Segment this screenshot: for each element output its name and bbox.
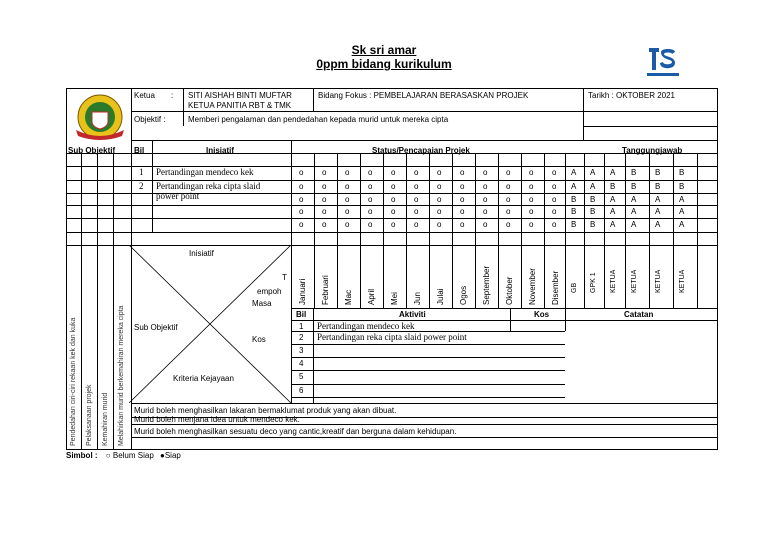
grid-line <box>81 153 82 450</box>
resp-cell: B <box>590 195 596 204</box>
status-cell: o <box>552 182 557 191</box>
month-label: Februari <box>321 275 330 305</box>
resp-cell: A <box>610 195 616 204</box>
activity-text: Pertandingan reka cipta slaid power point <box>317 332 467 342</box>
bidang-fokus: Bidang Fokus : PEMBELAJARAN BERASASKAN PROJEK <box>318 91 529 100</box>
status-head: Status/Pencapaian Projek <box>372 146 470 155</box>
resp-head: KETUA <box>679 269 686 293</box>
status-cell: o <box>391 168 396 177</box>
resp-cell: A <box>610 207 616 216</box>
status-cell: o <box>506 195 511 204</box>
status-cell: o <box>437 207 442 216</box>
inisiatif-head: Inisiatif <box>206 146 235 155</box>
status-cell: o <box>506 207 511 216</box>
grid-line <box>291 397 565 398</box>
status-cell: o <box>345 195 350 204</box>
status-cell: o <box>345 220 350 229</box>
status-cell: o <box>299 182 304 191</box>
grid-line <box>131 403 718 404</box>
bil-head: Bil <box>134 146 145 155</box>
status-cell: o <box>368 207 373 216</box>
month-label: Disember <box>551 270 560 305</box>
colon: : <box>171 91 174 100</box>
grid-line <box>360 153 361 308</box>
status-cell: o <box>552 168 557 177</box>
grid-line <box>97 153 98 450</box>
diagram-tempoh-t: T <box>282 273 287 282</box>
grid-line <box>113 153 114 450</box>
tarikh: Tarikh : OKTOBER 2021 <box>588 91 675 100</box>
ketua-name: SITI AISHAH BINTI MUFTAR <box>188 91 292 100</box>
criteria-text: Murid boleh menghasilkan sesuatu deco yang cantic,kreatif dan berguna dalam kehidupan. <box>134 427 457 436</box>
status-cell: o <box>414 220 419 229</box>
status-cell: o <box>529 220 534 229</box>
sub-objektif-head: Sub Objektif <box>68 146 116 155</box>
activity-bil: 2 <box>299 333 304 342</box>
status-cell: o <box>345 207 350 216</box>
ppm-logo <box>645 44 681 80</box>
status-cell: o <box>506 220 511 229</box>
status-cell: o <box>368 195 373 204</box>
grid-line <box>521 153 522 308</box>
resp-cell: A <box>590 182 596 191</box>
objektif-text: Memberi pengalaman dan pendedahan kepada murid untuk mereka cipta <box>188 115 449 124</box>
activity-kos-head: Kos <box>534 310 550 319</box>
month-label: Oktober <box>505 276 514 305</box>
diagram-tempoh: empoh <box>257 287 282 296</box>
diagram-kriteria: Kriteria Kejayaan <box>173 374 234 383</box>
resp-cell: A <box>631 220 637 229</box>
grid-line <box>565 308 566 331</box>
status-cell: o <box>529 195 534 204</box>
status-cell: o <box>483 182 488 191</box>
status-cell: o <box>552 220 557 229</box>
month-label: September <box>482 265 491 305</box>
status-cell: o <box>368 168 373 177</box>
status-cell: o <box>437 195 442 204</box>
resp-cell: A <box>590 168 596 177</box>
resp-cell: B <box>631 168 637 177</box>
resp-head: GPK 1 <box>590 272 597 293</box>
resp-cell: B <box>571 220 577 229</box>
resp-cell: A <box>679 207 685 216</box>
grid-line <box>510 308 511 331</box>
status-cell: o <box>299 195 304 204</box>
status-cell: o <box>460 168 465 177</box>
resp-head: GB <box>571 282 578 293</box>
grid-line <box>291 308 718 309</box>
status-cell: o <box>322 195 327 204</box>
status-cell: o <box>483 207 488 216</box>
status-cell: o <box>506 168 511 177</box>
legend-belum: ○ Belum Siap <box>105 451 154 460</box>
resp-cell: B <box>631 182 637 191</box>
grid-line <box>498 153 499 308</box>
activity-bil: 6 <box>299 386 304 395</box>
status-cell: o <box>437 168 442 177</box>
legend <box>66 451 181 460</box>
row-inisiatif: Pertandingan mendeco kek <box>156 167 254 177</box>
grid-line <box>383 153 384 308</box>
resp-cell: B <box>571 207 577 216</box>
resp-cell: A <box>655 207 661 216</box>
sub-objektif-label: Pendedahan ciri-ciri rekaan kek dan kuka <box>70 317 77 446</box>
month-label: Mac <box>344 289 353 305</box>
status-cell: o <box>483 168 488 177</box>
status-cell: o <box>299 207 304 216</box>
status-cell: o <box>460 195 465 204</box>
grid-line <box>697 153 698 308</box>
grid-line <box>649 153 650 308</box>
status-cell: o <box>345 182 350 191</box>
status-cell: o <box>322 207 327 216</box>
row-inisiatif: Pertandingan reka cipta slaid <box>156 181 261 191</box>
activity-bil: 5 <box>299 372 304 381</box>
criteria-text: Murid boleh menghasilkan lakaran bermaklumat produk yang akan dibuat. <box>134 406 397 415</box>
grid-line <box>673 153 674 308</box>
objektif-label: Objektif : <box>134 115 166 124</box>
sub-objektif-label: Melahirkan murid berkemahiran mereka cipta <box>118 305 125 446</box>
grid-line <box>337 153 338 308</box>
row-inisiatif-cont: power point <box>156 191 200 201</box>
grid-line <box>583 126 718 127</box>
grid-line <box>66 218 718 219</box>
activity-bil: 1 <box>299 322 304 331</box>
grid-line <box>583 88 584 140</box>
status-cell: o <box>299 220 304 229</box>
status-cell: o <box>322 220 327 229</box>
status-cell: o <box>391 182 396 191</box>
resp-cell: A <box>631 207 637 216</box>
row-bil: 2 <box>139 181 144 191</box>
status-cell: o <box>414 195 419 204</box>
grid-line <box>66 232 718 233</box>
activity-text: Pertandingan mendeco kek <box>317 321 415 331</box>
diagram-kos: Kos <box>252 335 266 344</box>
resp-cell: B <box>590 207 596 216</box>
month-label: Julai <box>436 288 445 305</box>
grid-line <box>313 308 314 403</box>
status-cell: o <box>460 182 465 191</box>
activity-catatan-head: Catatan <box>624 310 654 319</box>
activity-bil-head: Bil <box>296 310 307 319</box>
month-label: Ogos <box>459 285 468 305</box>
sub-objektif-label: Pelaksanaan projek <box>86 384 93 446</box>
status-cell: o <box>368 220 373 229</box>
grid-line <box>625 153 626 308</box>
grid-line <box>131 424 718 425</box>
grid-line <box>131 111 718 112</box>
month-label: Mei <box>390 292 399 305</box>
status-cell: o <box>529 182 534 191</box>
grid-line <box>291 384 565 385</box>
grid-line <box>291 344 565 345</box>
row-bil: 1 <box>139 167 144 177</box>
status-cell: o <box>460 207 465 216</box>
resp-cell: A <box>655 195 661 204</box>
status-cell: o <box>437 182 442 191</box>
grid-line <box>291 357 565 358</box>
school-crest-icon <box>70 92 130 142</box>
grid-line <box>313 88 314 111</box>
status-cell: o <box>414 207 419 216</box>
status-cell: o <box>345 168 350 177</box>
ketua-label: Ketua <box>134 91 155 100</box>
grid-line <box>131 437 718 438</box>
grid-line <box>544 153 545 308</box>
legend-label: Simbol : <box>66 451 98 460</box>
grid-line <box>183 111 184 126</box>
resp-head: KETUA <box>610 269 617 293</box>
activity-bil: 3 <box>299 346 304 355</box>
activity-bil: 4 <box>299 359 304 368</box>
status-cell: o <box>368 182 373 191</box>
status-cell: o <box>391 220 396 229</box>
grid-line <box>584 153 585 308</box>
grid-line <box>66 205 718 206</box>
criteria-text: Murid boleh menjana idea untuk mendeco kek. <box>134 415 300 424</box>
grid-line <box>291 370 565 371</box>
diagram-inisiatif: Inisiatif <box>189 249 214 258</box>
grid-line <box>406 153 407 308</box>
resp-cell: A <box>679 220 685 229</box>
grid-line <box>475 153 476 308</box>
activity-aktiviti-head: Aktiviti <box>399 310 426 319</box>
resp-cell: A <box>679 195 685 204</box>
status-cell: o <box>391 195 396 204</box>
grid-line <box>565 153 566 308</box>
tanggungjawab-head: Tanggungjawab <box>622 146 683 155</box>
month-label: November <box>528 268 537 305</box>
status-cell: o <box>483 220 488 229</box>
grid-line <box>452 153 453 308</box>
status-cell: o <box>322 182 327 191</box>
status-cell: o <box>506 182 511 191</box>
status-cell: o <box>414 182 419 191</box>
status-cell: o <box>552 207 557 216</box>
resp-cell: B <box>610 182 616 191</box>
status-cell: o <box>414 168 419 177</box>
status-cell: o <box>322 168 327 177</box>
resp-cell: A <box>571 182 577 191</box>
resp-cell: A <box>631 195 637 204</box>
resp-cell: A <box>571 168 577 177</box>
resp-cell: A <box>655 220 661 229</box>
status-cell: o <box>437 220 442 229</box>
resp-cell: B <box>655 168 661 177</box>
status-cell: o <box>299 168 304 177</box>
status-cell: o <box>460 220 465 229</box>
resp-cell: B <box>655 182 661 191</box>
legend-siap: ●Siap <box>160 451 181 460</box>
resp-head: KETUA <box>631 269 638 293</box>
status-cell: o <box>391 207 396 216</box>
grid-line <box>604 153 605 308</box>
grid-line <box>131 140 718 141</box>
month-label: Januari <box>298 278 307 305</box>
grid-line <box>183 88 184 111</box>
ketua-role: KETUA PANITIA RBT & TMK <box>188 101 292 110</box>
resp-head: KETUA <box>655 269 662 293</box>
status-cell: o <box>529 168 534 177</box>
resp-cell: A <box>610 220 616 229</box>
school-title: Sk sri amar <box>351 43 417 57</box>
resp-cell: B <box>679 168 685 177</box>
status-cell: o <box>529 207 534 216</box>
status-cell: o <box>483 195 488 204</box>
grid-line <box>429 153 430 308</box>
month-label: April <box>367 288 376 305</box>
resp-cell: A <box>610 168 616 177</box>
sub-objektif-label: Kemahiran murid <box>102 392 109 446</box>
resp-cell: B <box>679 182 685 191</box>
resp-cell: B <box>571 195 577 204</box>
diagram-masa: Masa <box>252 299 272 308</box>
page-subtitle: 0ppm bidang kurikulum <box>316 57 452 71</box>
diagram-sub: Sub Objektif <box>134 323 178 332</box>
resp-cell: B <box>590 220 596 229</box>
grid-line <box>314 153 315 308</box>
month-label: Jun <box>413 292 422 305</box>
status-cell: o <box>552 195 557 204</box>
